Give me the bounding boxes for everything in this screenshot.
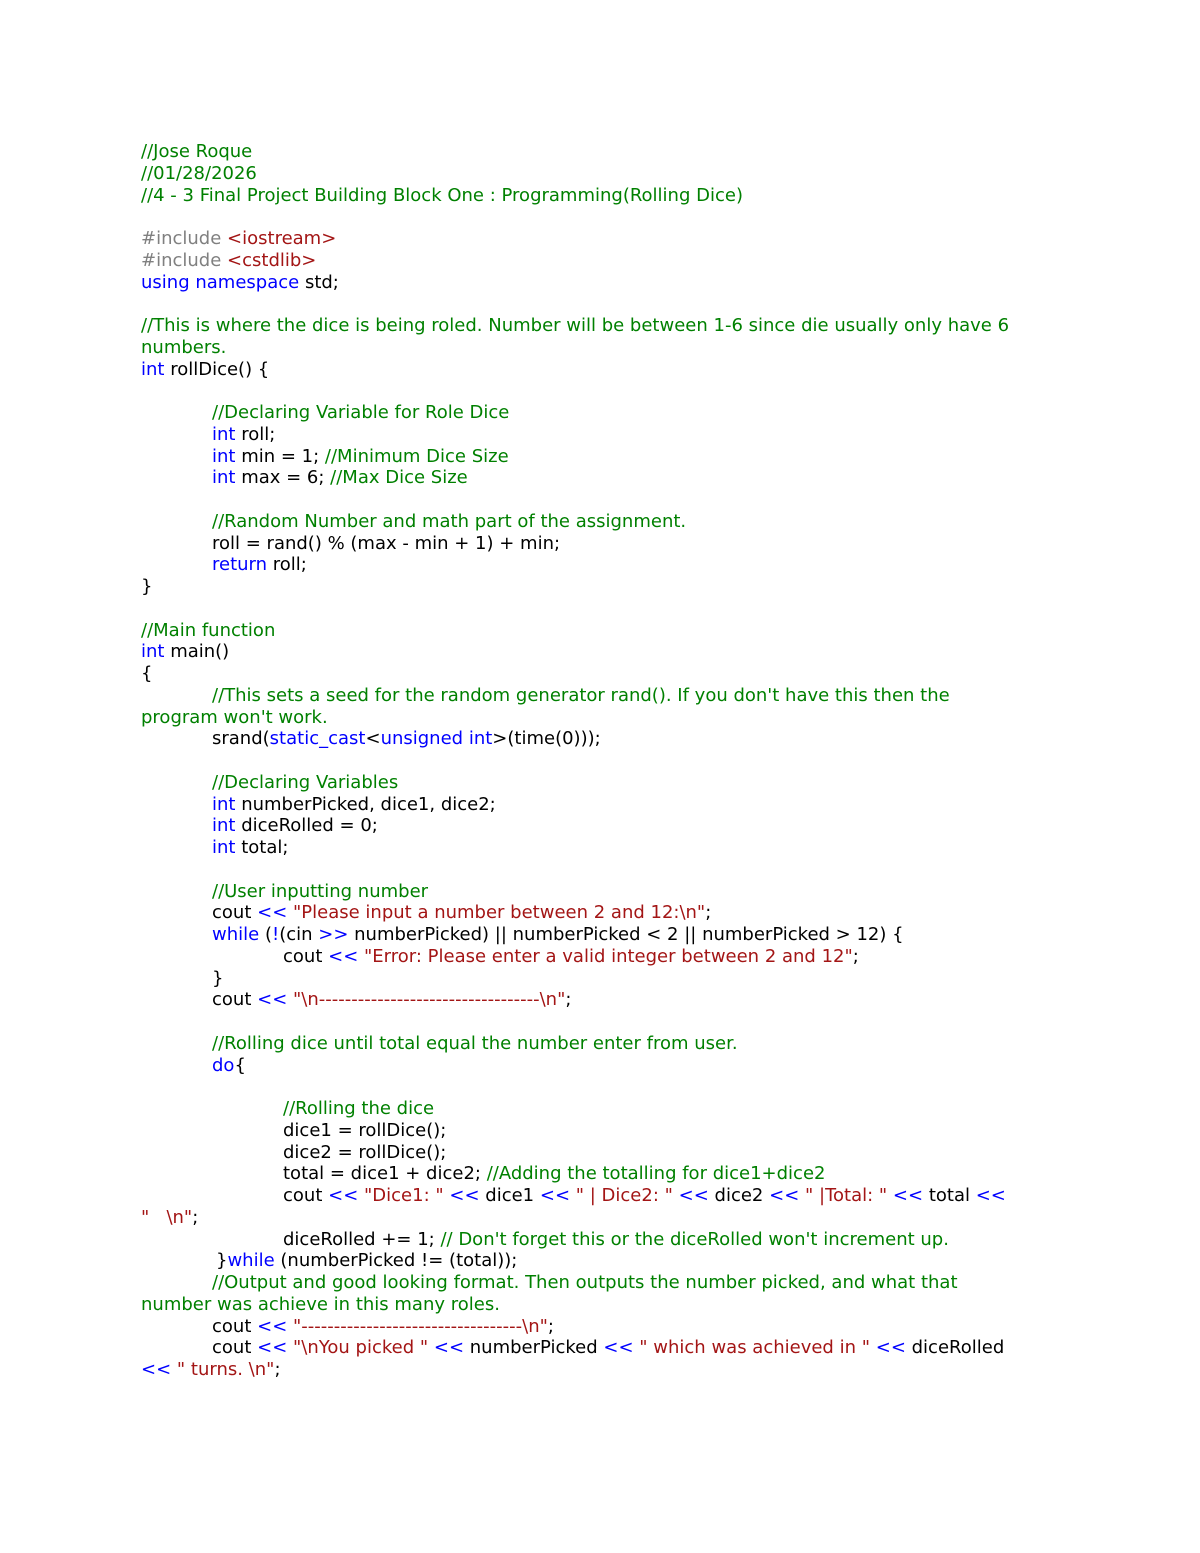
- code-token-comment: //Random Number and math part of the assignment.: [212, 510, 687, 532]
- code-token-plain: (cin: [279, 924, 319, 945]
- code-token-plain: }: [216, 1250, 228, 1272]
- code-token-keyword: int: [212, 815, 236, 837]
- code-token-plain: total = dice1 + dice2;: [283, 1163, 487, 1185]
- code-line: [141, 1294, 1061, 1316]
- code-line: [141, 794, 1061, 816]
- code-token-string: <iostream>: [227, 228, 337, 249]
- code-token-plain: ;: [192, 1206, 199, 1228]
- code-token-plain: ;: [547, 1315, 554, 1337]
- code-token-plain: ;: [565, 989, 572, 1011]
- code-token-plain: roll = rand() % (max - min + 1) + min;: [212, 532, 561, 554]
- blank-line: [141, 1011, 1061, 1033]
- code-token-keyword: return: [212, 554, 268, 576]
- code-token-keyword: int: [212, 467, 236, 489]
- code-token-plain: diceRolled = 0;: [235, 815, 378, 837]
- code-line: [141, 250, 1061, 272]
- code-line: [141, 1250, 1061, 1272]
- code-line: [141, 272, 1061, 294]
- code-token-keyword: <<: [449, 1185, 480, 1206]
- code-token-string: "Dice1: ": [364, 1185, 444, 1206]
- code-token-keyword: <<: [769, 1185, 800, 1206]
- code-line: [141, 1229, 1061, 1251]
- code-token-plain: >(time(0)));: [492, 728, 601, 750]
- code-token-plain: dice2: [708, 1185, 770, 1206]
- code-token-string: " which was achieved in ": [639, 1337, 870, 1359]
- code-token-keyword: <<: [975, 1185, 1006, 1206]
- code-token-keyword: <<: [257, 1315, 288, 1337]
- code-token-string: " | Dice2: ": [575, 1185, 673, 1206]
- code-token-plain: diceRolled += 1;: [283, 1228, 441, 1250]
- code-token-string: <cstdlib>: [227, 249, 317, 271]
- code-token-keyword: int: [212, 423, 236, 445]
- code-line: [141, 946, 1061, 968]
- code-token-comment: //Output and good looking format. Then outputs the number picked, and what that: [212, 1272, 958, 1293]
- code-line: [141, 1033, 1061, 1055]
- code-line: [141, 1142, 1061, 1164]
- code-token-plain: cout: [283, 1185, 329, 1206]
- code-line: [141, 141, 1061, 163]
- blank-line: [141, 380, 1061, 402]
- code-token-comment: //4 - 3 Final Project Building Block One : Programming(Rolling Dice): [141, 184, 743, 206]
- code-token-keyword: static_cast: [269, 728, 366, 750]
- code-token-keyword: <<: [141, 1359, 172, 1380]
- code-token-string: "Error: Please enter a valid integer between 2 and 12": [364, 945, 853, 967]
- code-line: [141, 1185, 1061, 1207]
- code-token-plain: std;: [299, 271, 339, 293]
- code-token-keyword: <<: [678, 1185, 709, 1206]
- code-token-plain: rollDice() {: [164, 358, 270, 380]
- code-line: [141, 685, 1061, 707]
- code-token-comment: //This sets a seed for the random generator rand(). If you don't have this then the: [212, 684, 950, 706]
- blank-line: [141, 598, 1061, 620]
- code-line: [141, 772, 1061, 794]
- code-token-plain: max = 6;: [235, 467, 331, 489]
- code-token-keyword: using: [141, 271, 190, 293]
- code-line: [141, 228, 1061, 250]
- code-line: [141, 446, 1061, 468]
- code-token-comment: program won't work.: [141, 706, 328, 728]
- code-token-keyword: namespace: [195, 271, 300, 293]
- code-token-keyword: <<: [539, 1185, 571, 1206]
- code-token-plain: ;: [852, 945, 859, 967]
- code-token-keyword: >>: [318, 924, 349, 945]
- code-token-plain: (: [259, 924, 272, 945]
- code-token-string: "\nYou picked ": [293, 1337, 429, 1359]
- code-token-plain: dice1 = rollDice();: [283, 1119, 447, 1141]
- code-token-comment: //Rolling dice until total equal the number enter from user.: [212, 1032, 738, 1054]
- code-token-keyword: int: [468, 728, 493, 750]
- code-line: [141, 1316, 1061, 1338]
- code-token-plain: numberPicked: [464, 1337, 604, 1359]
- code-token-keyword: unsigned: [380, 728, 464, 750]
- code-token-keyword: do: [212, 1054, 235, 1076]
- code-token-plain: ;: [274, 1359, 281, 1380]
- code-token-plain: total: [923, 1185, 976, 1206]
- code-token-plain: srand(: [212, 728, 270, 750]
- code-line: [141, 881, 1061, 903]
- code-token-plain: <: [365, 728, 381, 750]
- code-token-keyword: <<: [328, 945, 359, 967]
- code-line: [141, 1055, 1061, 1077]
- code-line: [141, 1098, 1061, 1120]
- code-token-plain: dice1: [479, 1185, 540, 1206]
- code-token-plain: roll;: [267, 554, 307, 576]
- code-token-comment: //Minimum Dice Size: [324, 445, 509, 467]
- code-listing: [141, 141, 1061, 1381]
- code-line: [141, 902, 1061, 924]
- code-line: [141, 1272, 1061, 1294]
- code-line: [141, 315, 1061, 337]
- code-line: [141, 1337, 1061, 1359]
- code-line: [141, 402, 1061, 424]
- code-token-string: " |Total: ": [805, 1185, 888, 1206]
- code-token-plain: cout: [212, 989, 258, 1011]
- blank-line: [141, 859, 1061, 881]
- code-token-plain: dice2 = rollDice();: [283, 1141, 447, 1163]
- code-token-plain: cout: [212, 1337, 258, 1359]
- code-token-preproc: #include: [141, 249, 228, 271]
- code-line: [141, 185, 1061, 207]
- code-token-comment: //This is where the dice is being roled. Number will be between 1-6 since die usually only have 6: [141, 315, 1010, 336]
- blank-line: [141, 750, 1061, 772]
- code-line: [141, 837, 1061, 859]
- blank-line: [141, 489, 1061, 511]
- blank-line: [141, 1076, 1061, 1098]
- code-line: [141, 533, 1061, 555]
- code-token-plain: }: [212, 967, 224, 989]
- code-token-comment: // Don't forget this or the diceRolled won't increment up.: [440, 1228, 949, 1250]
- code-token-keyword: int: [141, 358, 165, 380]
- code-line: [141, 359, 1061, 381]
- code-line: [141, 1359, 1061, 1381]
- code-token-plain: cout: [283, 945, 329, 967]
- code-token-string: "\n----------------------------------\n": [293, 989, 566, 1011]
- code-token-keyword: int: [212, 445, 236, 467]
- code-token-comment: //Adding the totalling for dice1+dice2: [486, 1163, 826, 1185]
- code-token-plain: }: [141, 576, 153, 597]
- code-line: [141, 620, 1061, 642]
- code-token-comment: //Jose Roque: [141, 141, 253, 162]
- code-token-plain: main(): [164, 641, 230, 663]
- code-token-string: " \n": [141, 1206, 193, 1228]
- code-token-comment: //01/28/2026: [141, 162, 257, 184]
- code-token-keyword: <<: [257, 902, 288, 924]
- code-line: [141, 511, 1061, 533]
- code-line: [141, 924, 1061, 946]
- code-line: [141, 663, 1061, 685]
- code-line: [141, 1163, 1061, 1185]
- code-token-keyword: <<: [328, 1185, 359, 1206]
- code-token-plain: {: [141, 663, 153, 684]
- code-token-plain: min = 1;: [235, 445, 325, 467]
- code-token-comment: //Max Dice Size: [330, 467, 468, 489]
- code-line: [141, 424, 1061, 446]
- code-token-keyword: <<: [875, 1337, 906, 1359]
- code-line: [141, 641, 1061, 663]
- blank-line: [141, 293, 1061, 315]
- code-line: [141, 815, 1061, 837]
- code-token-keyword: !: [271, 924, 280, 945]
- code-token-comment: numbers.: [141, 336, 227, 358]
- code-token-keyword: int: [212, 793, 236, 815]
- code-token-plain: ;: [705, 902, 712, 924]
- code-line: [141, 337, 1061, 359]
- code-token-keyword: int: [212, 837, 236, 858]
- code-line: [141, 968, 1061, 990]
- code-token-plain: total;: [235, 837, 289, 858]
- code-token-keyword: <<: [257, 1337, 288, 1359]
- code-token-plain: (numberPicked != (total));: [274, 1250, 518, 1272]
- code-token-comment: //Declaring Variables: [212, 771, 399, 793]
- code-line: [141, 554, 1061, 576]
- code-token-plain: {: [234, 1054, 246, 1076]
- code-line: [141, 728, 1061, 750]
- code-token-comment: //Declaring Variable for Role Dice: [212, 402, 510, 423]
- code-token-plain: cout: [212, 902, 258, 924]
- code-token-keyword: <<: [433, 1337, 465, 1359]
- code-token-keyword: <<: [603, 1337, 634, 1359]
- blank-line: [141, 206, 1061, 228]
- code-token-string: "----------------------------------\n": [293, 1315, 548, 1337]
- code-token-keyword: <<: [257, 989, 288, 1011]
- code-token-comment: number was achieve in this many roles.: [141, 1293, 500, 1315]
- code-line: [141, 1120, 1061, 1142]
- code-token-plain: cout: [212, 1315, 258, 1337]
- code-line: [141, 989, 1061, 1011]
- code-token-plain: numberPicked, dice1, dice2;: [235, 793, 496, 815]
- code-token-keyword: while: [227, 1250, 275, 1272]
- code-line: [141, 576, 1061, 598]
- code-token-plain: roll;: [235, 423, 276, 445]
- code-token-string: " turns. \n": [176, 1359, 275, 1380]
- code-token-comment: //Main function: [141, 619, 276, 641]
- code-token-keyword: int: [141, 641, 165, 663]
- code-token-preproc: #include: [141, 228, 228, 249]
- code-token-comment: //Rolling the dice: [283, 1098, 435, 1119]
- code-line: [141, 1207, 1061, 1229]
- code-token-comment: //User inputting number: [212, 880, 429, 902]
- code-line: [141, 163, 1061, 185]
- code-line: [141, 707, 1061, 729]
- code-token-plain: numberPicked) || numberPicked < 2 || numberPicked > 12) {: [348, 924, 904, 945]
- code-line: [141, 467, 1061, 489]
- code-token-plain: diceRolled: [905, 1337, 1005, 1359]
- code-token-string: "Please input a number between 2 and 12:\n": [293, 902, 706, 924]
- code-token-keyword: <<: [892, 1185, 924, 1206]
- code-token-keyword: while: [212, 924, 260, 945]
